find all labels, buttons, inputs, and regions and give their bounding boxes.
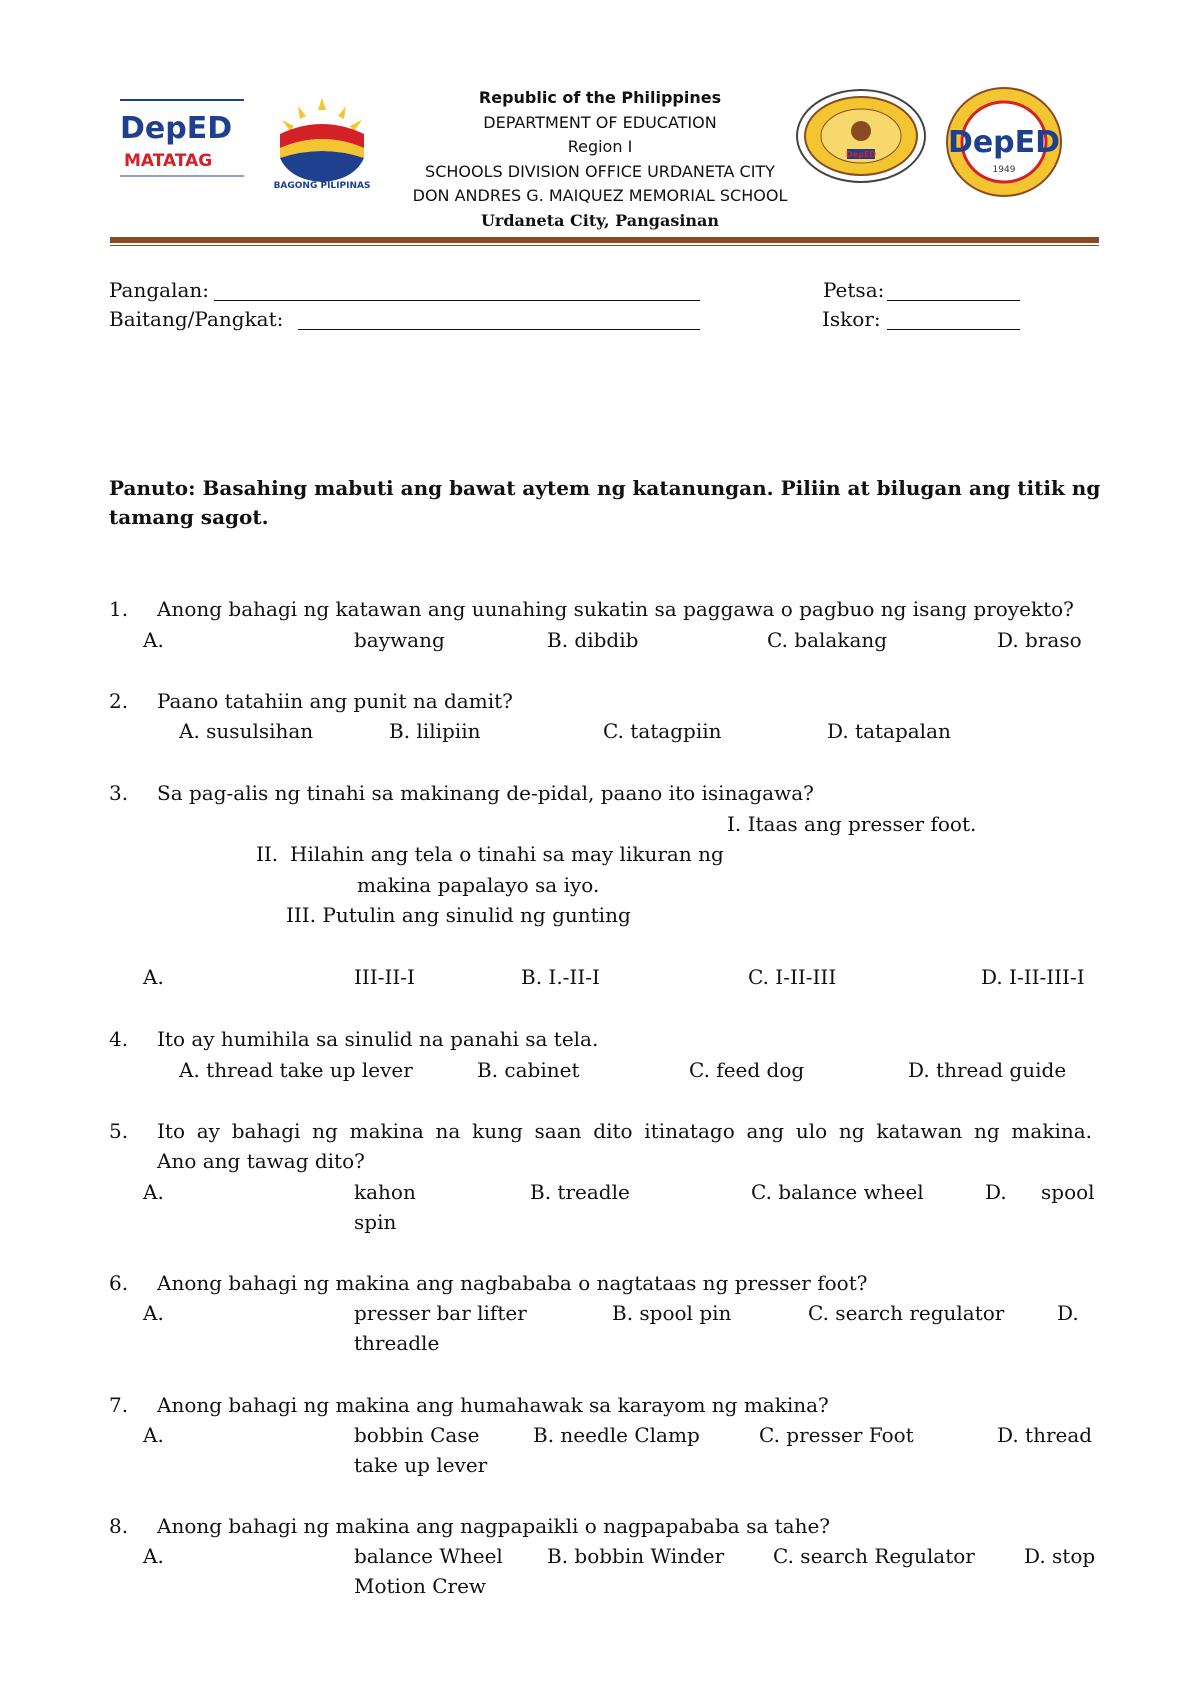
question-text: Sa pag-alis ng tinahi sa makinang de-pidal, paano ito isinagawa?	[157, 781, 814, 805]
question-number: 7.	[109, 1393, 129, 1417]
header-region: Region I	[567, 137, 633, 156]
school-seal-year: 1949	[992, 165, 1016, 175]
header-address: Urdaneta City, Pangasinan	[480, 210, 720, 230]
question-text-cont: Ano ang tawag dito?	[157, 1149, 365, 1173]
option-d[interactable]: D. tatapalan	[827, 719, 951, 743]
option-label[interactable]: A.	[143, 1544, 164, 1568]
header-republic: Republic of the Philippines	[478, 88, 722, 107]
header-division: SCHOOLS DIVISION OFFICE URDANETA CITY	[425, 161, 775, 181]
question-number: 1.	[109, 597, 129, 621]
option-c[interactable]: C. tatagpiin	[603, 719, 722, 743]
question-text: Ito ay bahagi ng makina na kung saan dito itinatago ang ulo ng katawan ng makina.	[157, 1119, 1092, 1143]
option-b[interactable]: B. spool pin	[612, 1301, 732, 1325]
option-c[interactable]: C. presser Foot	[759, 1423, 914, 1447]
instructions-line1: Panuto: Basahing mabuti ang bawat aytem ng katanungan. Piliin at bilugan ang titik ng	[109, 476, 1101, 500]
option-text[interactable]: baywang	[354, 628, 445, 652]
option-b[interactable]: B. lilipiin	[389, 719, 481, 743]
date-label: Petsa:	[823, 278, 885, 302]
option-b[interactable]: B. bobbin Winder	[547, 1544, 725, 1568]
question-text: Ito ay humihila sa sinulid na panahi sa tela.	[157, 1027, 599, 1051]
question-number: 5.	[109, 1119, 129, 1143]
option-d-text-cont[interactable]: spin	[354, 1210, 397, 1234]
bagong-pilipinas-caption: BAGONG PILIPINAS	[273, 181, 371, 188]
option-d-text[interactable]: take up lever	[354, 1453, 488, 1477]
option-text[interactable]: kahon	[354, 1180, 416, 1204]
option-d[interactable]: D. stop	[1024, 1544, 1096, 1568]
option-d-text[interactable]: spool	[1041, 1180, 1095, 1204]
step-1: I. Itaas ang presser foot.	[727, 812, 977, 836]
question-text: Anong bahagi ng katawan ang uunahing sukatin sa paggawa o pagbuo ng isang proyekto?	[157, 597, 1074, 621]
option-d[interactable]: D. thread guide	[908, 1058, 1067, 1082]
option-b[interactable]: B. treadle	[530, 1180, 630, 1204]
option-d[interactable]: D. I-II-III-I	[981, 965, 1085, 989]
option-c[interactable]: C. I-II-III	[748, 965, 837, 989]
question-number: 8.	[109, 1514, 129, 1538]
option-d[interactable]: D.	[985, 1180, 1007, 1204]
sdo-seal-text: DepED	[846, 150, 876, 159]
school-seal-text: DepED	[947, 125, 1061, 160]
question-text: Paano tatahiin ang punit na damit?	[157, 689, 513, 713]
option-c[interactable]: C. search regulator	[808, 1301, 1005, 1325]
option-d[interactable]: D. braso	[997, 628, 1082, 652]
option-d[interactable]: D.	[1057, 1301, 1079, 1325]
letterhead	[0, 86, 1200, 233]
score-field[interactable]	[887, 308, 1020, 330]
header-department: DEPARTMENT OF EDUCATION	[483, 112, 717, 132]
option-b[interactable]: B. needle Clamp	[533, 1423, 700, 1447]
option-c[interactable]: C. balance wheel	[751, 1180, 924, 1204]
date-field[interactable]	[887, 279, 1020, 301]
option-label[interactable]: A.	[143, 1423, 164, 1447]
step-2-cont: makina papalayo sa iyo.	[357, 873, 600, 897]
header-school: DON ANDRES G. MAIQUEZ MEMORIAL SCHOOL	[412, 186, 788, 205]
question-text: Anong bahagi ng makina ang nagbababa o nagtataas ng presser foot?	[157, 1271, 868, 1295]
name-label: Pangalan:	[109, 278, 210, 302]
header-rule-thin	[110, 245, 1099, 246]
deped-wordmark: DepED	[120, 111, 233, 146]
question-text: Anong bahagi ng makina ang humahawak sa karayom ng makina?	[157, 1393, 829, 1417]
question-number: 2.	[109, 689, 129, 713]
question-text: Anong bahagi ng makina ang nagpapaikli o nagpapababa sa tahe?	[157, 1514, 831, 1538]
grade-label: Baitang/Pangkat:	[109, 307, 284, 331]
matatag-wordmark: MATATAG	[124, 151, 213, 171]
option-b[interactable]: B. cabinet	[477, 1058, 580, 1082]
option-text[interactable]: III-II-I	[354, 965, 415, 989]
option-d-text[interactable]: threadle	[354, 1331, 440, 1355]
option-a[interactable]: A. thread take up lever	[179, 1058, 413, 1082]
option-d-text[interactable]: Motion Crew	[354, 1574, 487, 1598]
option-label[interactable]: A.	[143, 628, 164, 652]
option-text[interactable]: balance Wheel	[354, 1544, 503, 1568]
option-c[interactable]: C. search Regulator	[773, 1544, 975, 1568]
option-d[interactable]: D. thread	[997, 1423, 1093, 1447]
option-c[interactable]: C. feed dog	[689, 1058, 805, 1082]
header-rule-thick	[110, 237, 1099, 243]
question-number: 3.	[109, 781, 129, 805]
grade-field[interactable]	[298, 308, 700, 330]
question-number: 6.	[109, 1271, 129, 1295]
option-a[interactable]: A. susulsihan	[179, 719, 314, 743]
option-b[interactable]: B. dibdib	[547, 628, 639, 652]
option-label[interactable]: A.	[143, 1301, 164, 1325]
step-2-numeral: II.	[256, 842, 279, 866]
score-label: Iskor:	[822, 307, 881, 331]
option-text[interactable]: presser bar lifter	[354, 1301, 527, 1325]
option-c[interactable]: C. balakang	[767, 628, 888, 652]
question-number: 4.	[109, 1027, 129, 1051]
instructions-line2: tamang sagot.	[109, 505, 269, 529]
name-field[interactable]	[214, 279, 700, 301]
option-label[interactable]: A.	[143, 1180, 164, 1204]
step-3: III. Putulin ang sinulid ng gunting	[286, 903, 631, 927]
option-label[interactable]: A.	[143, 965, 164, 989]
option-text[interactable]: bobbin Case	[354, 1423, 480, 1447]
step-2: Hilahin ang tela o tinahi sa may likuran ng	[290, 842, 724, 866]
option-b[interactable]: B. I.-II-I	[521, 965, 600, 989]
